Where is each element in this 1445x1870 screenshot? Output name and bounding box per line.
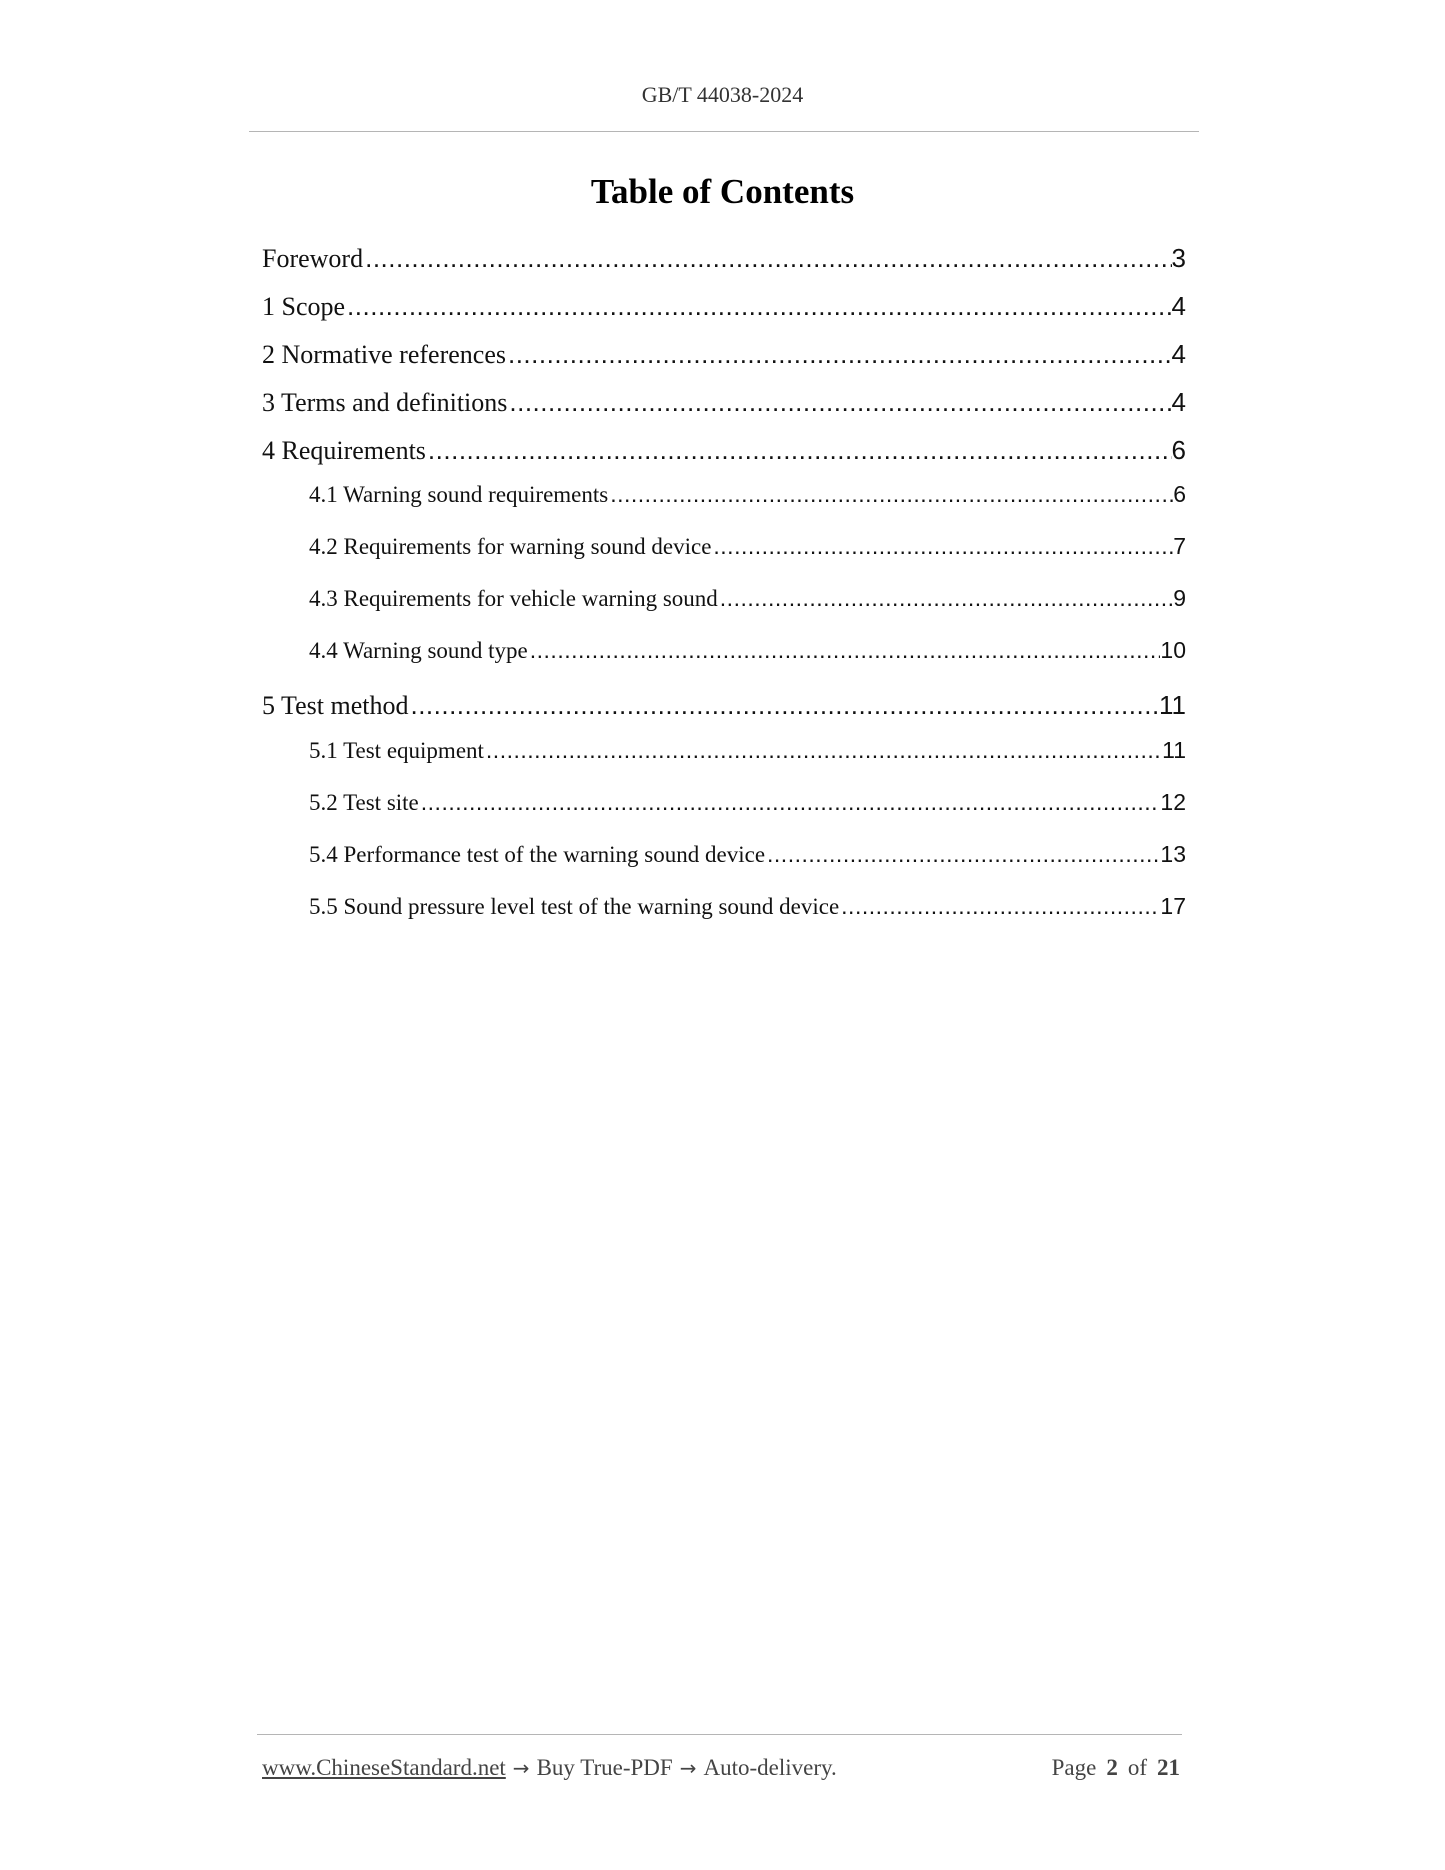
page-word: Page <box>1051 1755 1097 1780</box>
toc-entry-terms-definitions[interactable] <box>262 387 1186 418</box>
toc-entry-page: 7 <box>1173 533 1186 559</box>
toc-leader-dots <box>345 291 1171 322</box>
current-page-number: 2 <box>1106 1755 1118 1780</box>
toc-leader-dots <box>426 435 1172 466</box>
toc-entry-page: 11 <box>1159 690 1186 720</box>
toc-entry-5-4[interactable] <box>309 841 1186 869</box>
toc-entry-page: 3 <box>1171 243 1186 273</box>
toc-entry-page: 4 <box>1171 387 1186 417</box>
toc-entry-5-1[interactable] <box>309 737 1186 765</box>
toc-entry-page: 6 <box>1171 435 1186 465</box>
document-header-id: GB/T 44038-2024 <box>641 82 804 107</box>
toc-entry-foreword[interactable] <box>262 243 1186 274</box>
toc-entry-page: 13 <box>1160 841 1186 867</box>
footer-step-buy: Buy True-PDF <box>536 1755 673 1780</box>
toc-title: Table of Contents <box>590 172 855 211</box>
toc-entry-4-3[interactable] <box>309 585 1186 613</box>
toc-entry-label: 4.1 Warning sound requirements <box>309 482 609 507</box>
page-footer <box>262 1754 1180 1782</box>
toc-entry-test-method[interactable] <box>262 690 1186 721</box>
toc-entry-label: 4.4 Warning sound type <box>309 638 528 663</box>
toc-entry-label: Foreword <box>262 244 364 273</box>
toc-leader-dots <box>506 339 1172 370</box>
toc-entry-scope[interactable] <box>262 291 1186 322</box>
toc-entry-requirements[interactable] <box>262 435 1186 466</box>
toc-entry-normative-references[interactable] <box>262 339 1186 370</box>
total-page-count: 21 <box>1157 1755 1180 1780</box>
toc-entry-4-2[interactable] <box>309 533 1186 561</box>
toc-entry-label: 5 Test method <box>262 691 409 720</box>
of-word: of <box>1127 1755 1147 1780</box>
website-link[interactable]: www.ChineseStandard.net <box>262 1755 506 1780</box>
footer-promo <box>262 1754 837 1782</box>
toc-entry-5-5[interactable] <box>309 893 1186 921</box>
toc-leader-dots <box>711 533 1173 561</box>
toc-entry-label: 5.1 Test equipment <box>309 738 484 763</box>
footer-divider <box>257 1734 1182 1735</box>
toc-entry-5-2[interactable] <box>309 789 1186 817</box>
toc-entry-page: 11 <box>1162 737 1186 763</box>
footer-step-delivery: Auto-delivery. <box>703 1755 837 1780</box>
toc-leader-dots <box>839 893 1160 921</box>
toc-entry-page: 9 <box>1173 585 1186 611</box>
toc-entry-label: 5.2 Test site <box>309 790 419 815</box>
toc-entry-page: 12 <box>1160 789 1186 815</box>
page-indicator <box>1052 1754 1180 1782</box>
toc-entry-label: 1 Scope <box>262 292 346 321</box>
toc-leader-dots <box>507 387 1171 418</box>
toc-entry-page: 6 <box>1173 481 1186 507</box>
toc-entry-page: 4 <box>1171 339 1186 369</box>
toc-leader-dots <box>419 789 1161 817</box>
header-divider <box>249 131 1199 132</box>
toc-entry-4-4[interactable] <box>309 637 1186 665</box>
toc-entry-label: 4 Requirements <box>262 436 426 465</box>
right-arrow-icon: → <box>512 1756 530 1780</box>
toc-leader-dots <box>765 841 1160 869</box>
toc-entry-page: 4 <box>1171 291 1186 321</box>
toc-leader-dots <box>608 481 1173 509</box>
toc-entry-page: 10 <box>1160 637 1186 663</box>
toc-entry-label: 5.4 Performance test of the warning sound device <box>309 842 766 867</box>
toc-entry-page: 17 <box>1160 893 1186 919</box>
toc-entry-label: 3 Terms and definitions <box>262 388 508 417</box>
toc-leader-dots <box>718 585 1173 613</box>
toc-entry-label: 4.2 Requirements for warning sound device <box>309 534 712 559</box>
toc-leader-dots <box>408 690 1159 721</box>
toc-leader-dots <box>528 637 1161 665</box>
toc-leader-dots <box>484 737 1162 765</box>
toc-entry-label: 5.5 Sound pressure level test of the warning sound device <box>309 894 840 919</box>
toc-entry-4-1[interactable] <box>309 481 1186 509</box>
toc-leader-dots <box>363 243 1171 274</box>
right-arrow-icon: → <box>679 1756 697 1780</box>
toc-entry-label: 4.3 Requirements for vehicle warning sound <box>309 586 718 611</box>
toc-entry-label: 2 Normative references <box>262 340 506 369</box>
